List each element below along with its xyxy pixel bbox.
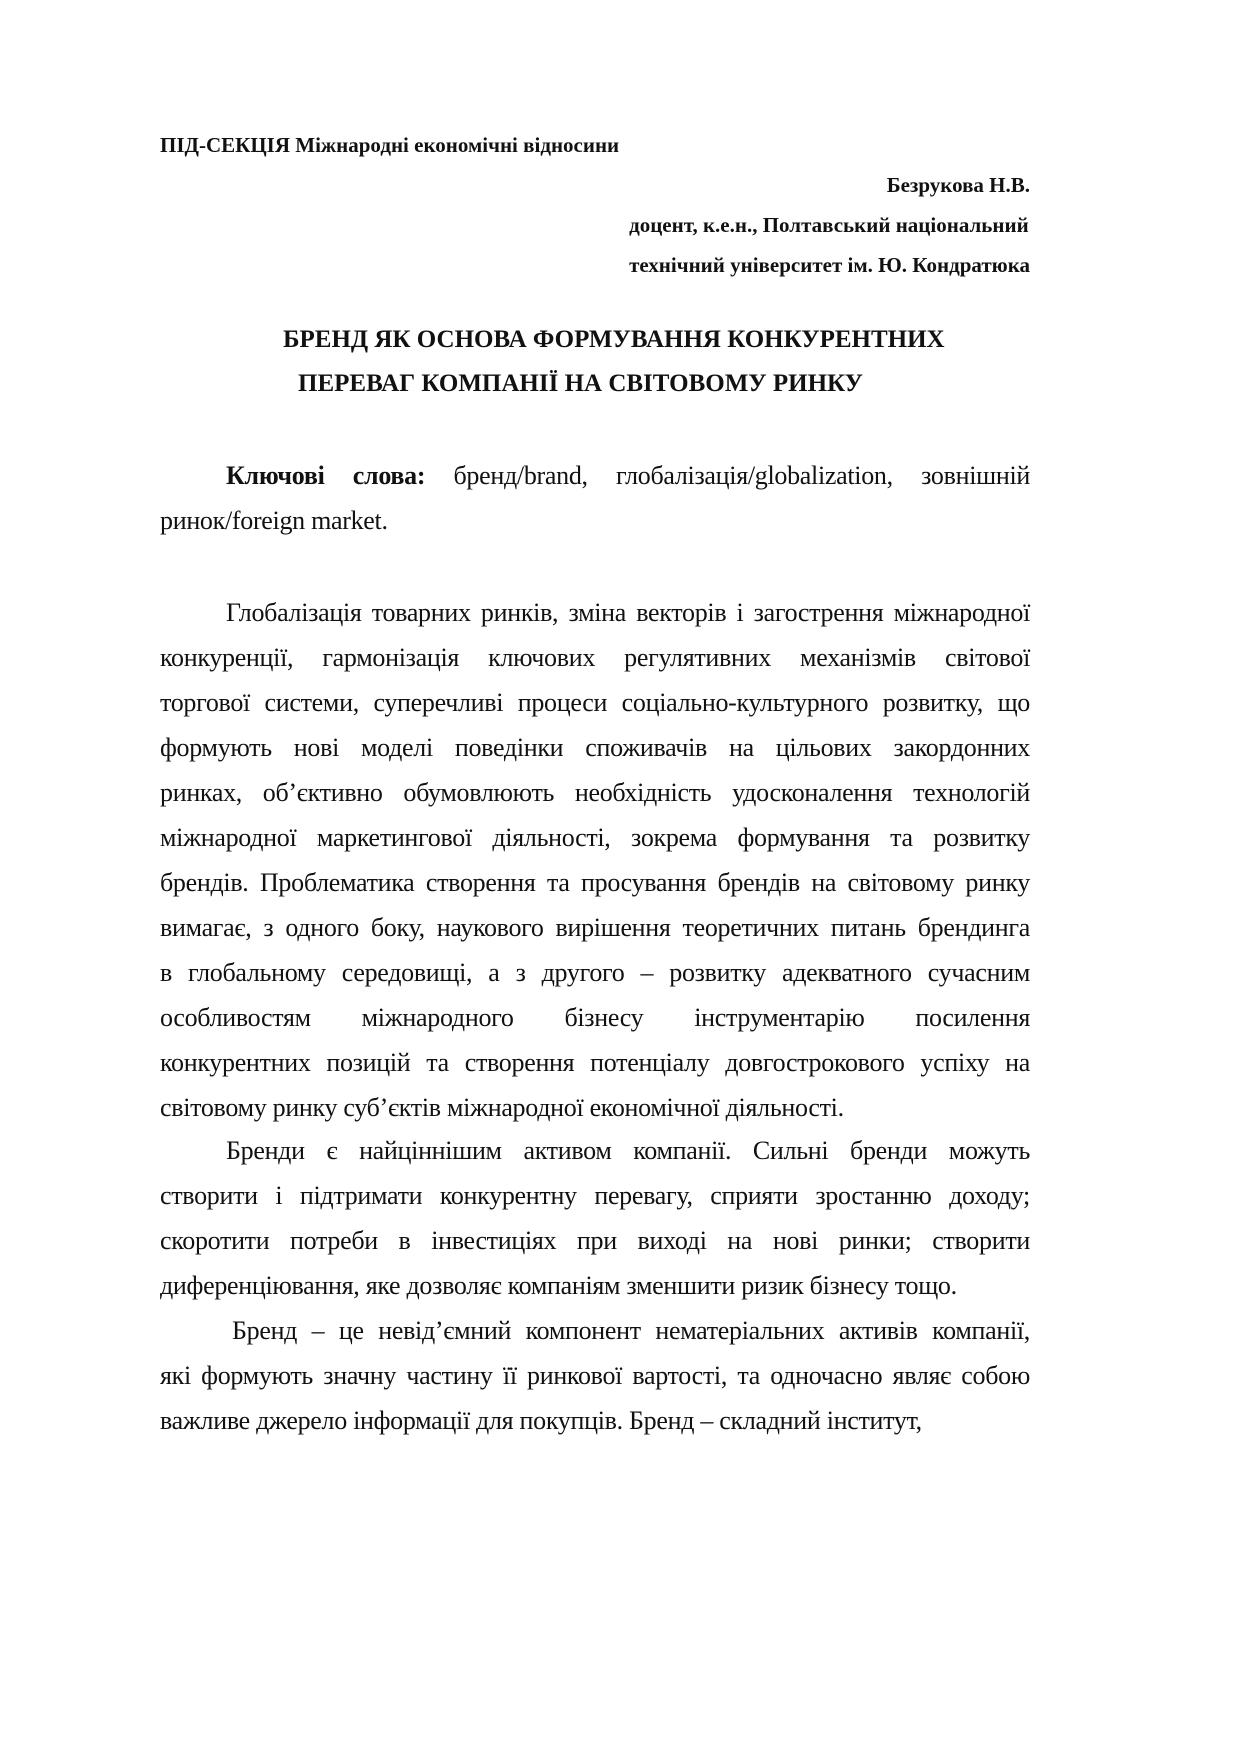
title-line-2: ПЕРЕВАГ КОМПАНІЇ НА СВІТОВОМУ РИНКУ	[298, 370, 864, 397]
keywords	[160, 453, 1030, 543]
paragraph-line: диференціювання, яке дозволяє компаніям зменшити ризик бізнесу тощо.	[160, 1271, 957, 1300]
paragraph-line: важливе джерело інформації для покупців. Бренд – складний інститут,	[160, 1406, 922, 1435]
author-affiliation-1: доцент, к.е.н., Полтавський національний	[629, 213, 1029, 237]
keywords-label: Ключові слова:	[226, 461, 426, 490]
paragraph-line: конкуренції, гармонізація ключових регулятивних механізмів світової	[160, 643, 1030, 672]
paragraph-line: Глобалізація товарних ринків, зміна векторів і загострення міжнародної	[226, 598, 1030, 627]
author-block	[629, 165, 1030, 285]
paragraph-line: формують нові моделі поведінки споживачів на цільових закордонних	[160, 733, 1030, 762]
paragraph-line: створити і підтримати конкурентну перевагу, сприяти зростанню доходу;	[160, 1181, 1030, 1210]
keywords-text-1: бренд/brand, глобалізація/globalization, зовнішній	[453, 461, 1031, 490]
paragraph-2	[160, 1128, 1030, 1308]
paragraph-line: скоротити потреби в інвестиціях при виході на нові ринки; створити	[160, 1226, 1030, 1255]
paragraph-line: особливостям міжнародного бізнесу інструментарію посилення	[160, 1003, 1030, 1032]
paragraph-line: які формують значну частину її ринкової вартості, та одночасно являє собою	[160, 1361, 1030, 1390]
title-line-1: БРЕНД ЯК ОСНОВА ФОРМУВАННЯ КОНКУРЕНТНИХ	[283, 326, 945, 353]
paragraph-line: Бренд – це невід’ємний компонент нематеріальних активів компанії,	[232, 1316, 1030, 1345]
paragraph-line: міжнародної маркетингової діяльності, зокрема формування та розвитку	[160, 823, 1030, 852]
paragraph-line: вимагає, з одного боку, наукового вирішення теоретичних питань брендинга	[160, 913, 1030, 942]
paragraph-line: світовому ринку суб’єктів міжнародної економічної діяльності.	[160, 1093, 844, 1122]
paragraph-3	[160, 1308, 1030, 1443]
paragraph-line: брендів. Проблематика створення та просування брендів на світовому ринку	[160, 868, 1030, 897]
paragraph-line: в глобальному середовищі, а з другого – розвитку адекватного сучасним	[160, 958, 1030, 987]
paragraph-line: торгової системи, суперечливі процеси соціально-культурного розвитку, що	[160, 688, 1030, 717]
paragraph-line: конкурентних позицій та створення потенціалу довгострокового успіху на	[160, 1048, 1030, 1077]
paragraph-line: ринках, об’єктивно обумовлюють необхідність удосконалення технологій	[160, 778, 1030, 807]
author-name: Безрукова Н.В.	[886, 173, 1030, 197]
paragraph-line: Бренди є найціннішим активом компанії. Сильні бренди можуть	[226, 1136, 1030, 1165]
keywords-text-2: ринок/foreign market.	[160, 506, 388, 535]
author-affiliation-2: технічний університет ім. Ю. Кондратюка	[629, 253, 1030, 277]
section-heading: ПІД-СЕКЦІЯ Міжнародні економічні відносини	[160, 133, 620, 157]
paragraph-1	[160, 590, 1030, 1130]
